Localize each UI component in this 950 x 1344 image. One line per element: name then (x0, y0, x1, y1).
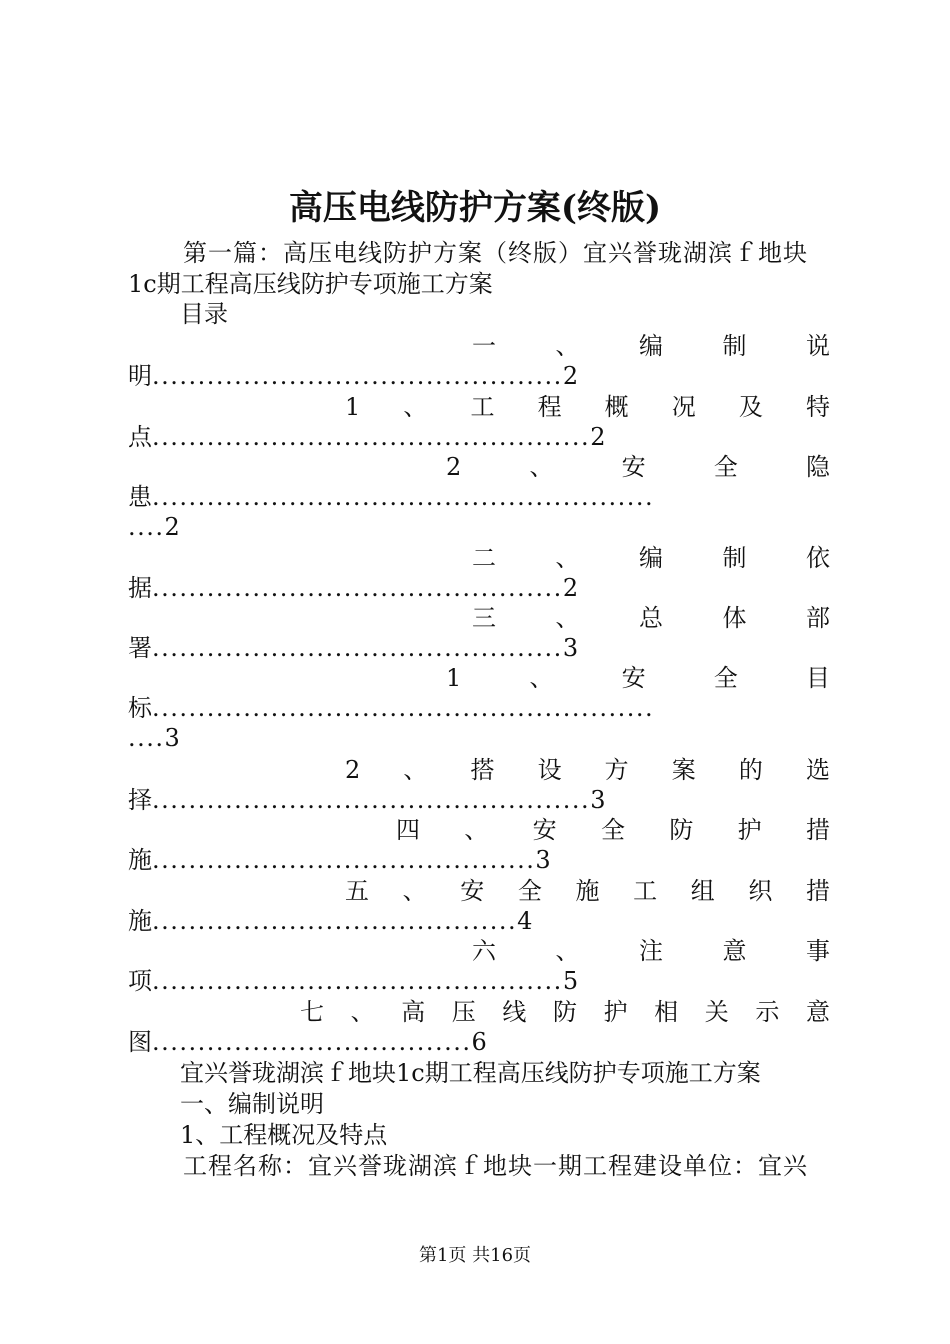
toc-dot-leader: ............................................. (152, 362, 563, 390)
toc-char: 、 (350, 998, 375, 1026)
toc-char: 六 (472, 937, 496, 965)
toc-tail-char: 署 (128, 634, 152, 662)
page-footer: 第1页 共16页 (418, 1245, 532, 1266)
toc-char: 、 (403, 756, 428, 784)
toc-dot-leader: ................................... (152, 1028, 472, 1056)
toc-char: 选 (805, 756, 830, 784)
toc-char: 体 (722, 604, 747, 632)
toc-char: 安 (621, 453, 646, 481)
toc-entry-title (472, 936, 830, 966)
toc-dot-leader: ........................................ (152, 907, 518, 935)
toc-char: 施 (575, 877, 600, 905)
toc-tail-char: 标 (128, 694, 152, 722)
toc-entry-leader (128, 482, 654, 512)
toc-char: 安 (532, 816, 557, 844)
toc-entry-leader (128, 693, 654, 723)
toc-tail-char: 患 (128, 483, 152, 511)
toc-char: 依 (806, 544, 830, 572)
toc-char: 、 (464, 816, 489, 844)
toc-page-number: 5 (562, 967, 579, 995)
toc-tail-char: 择 (128, 786, 152, 814)
toc-entry-continuation: ....3 (128, 724, 182, 752)
toc-page-number: 2 (590, 423, 606, 451)
intro-line-1: 第一篇：高压电线防护方案（终版）宜兴誉珑湖滨ｆ地块 (183, 239, 808, 267)
toc-entry-leader (128, 966, 578, 996)
toc-page-number: 4 (517, 907, 533, 935)
toc-char: 护 (603, 998, 628, 1026)
toc-page-number: 2 (562, 574, 579, 602)
toc-entry-title (345, 876, 830, 906)
toc-char: 二 (472, 544, 496, 572)
toc-char: 、 (529, 664, 554, 692)
toc-entry-leader (128, 906, 532, 936)
toc-page-number: 2 (562, 362, 579, 390)
toc-page-number: 3 (562, 634, 579, 662)
toc-char: 织 (748, 877, 773, 905)
toc-tail-char: 施 (128, 846, 152, 874)
toc-char: 说 (806, 332, 830, 360)
toc-dot-leader: ............................................. (152, 634, 563, 662)
toc-entry-leader (128, 785, 605, 815)
toc-char: 、 (555, 332, 580, 360)
toc-entry-title (345, 755, 830, 785)
toc-char: 部 (806, 604, 830, 632)
toc-char: 全 (517, 877, 542, 905)
toc-char: 特 (805, 393, 830, 421)
toc-char: 的 (738, 756, 763, 784)
toc-char: 七 (300, 998, 324, 1026)
toc-char: 防 (669, 816, 694, 844)
toc-char: 压 (451, 998, 476, 1026)
toc-char: 搭 (470, 756, 495, 784)
toc-char: 概 (604, 393, 629, 421)
toc-tail-char: 点 (128, 423, 152, 451)
toc-entry-leader (128, 633, 578, 663)
toc-entry-leader (128, 422, 605, 452)
toc-entry-title (396, 815, 830, 845)
toc-tail-char: 明 (128, 362, 152, 390)
toc-entry-leader (128, 1027, 487, 1057)
toc-char: 案 (671, 756, 696, 784)
toc-char: 意 (722, 937, 747, 965)
toc-page-number: 3 (590, 786, 606, 814)
toc-tail-char: 图 (128, 1028, 152, 1056)
toc-char: 四 (396, 816, 420, 844)
toc-char: 程 (537, 393, 562, 421)
toc-entry-leader (128, 845, 551, 875)
body-line: 一、编制说明 (180, 1090, 324, 1118)
body-line: 工程名称：宜兴誉珑湖滨ｆ地块一期工程建设单位：宜兴 (183, 1152, 808, 1180)
toc-entry-title (472, 543, 830, 573)
toc-char: 防 (552, 998, 577, 1026)
toc-char: 护 (737, 816, 762, 844)
toc-char: 安 (621, 664, 646, 692)
toc-char: 、 (529, 453, 554, 481)
toc-entry-title (472, 603, 830, 633)
toc-char: 全 (600, 816, 625, 844)
toc-char: 2 (446, 453, 462, 481)
toc-char: 1 (345, 393, 361, 421)
toc-char: 编 (639, 544, 663, 572)
toc-dot-leader: ................................................ (152, 786, 591, 814)
toc-tail-char: 施 (128, 907, 152, 935)
toc-entry-leader (128, 573, 578, 603)
toc-char: 况 (671, 393, 696, 421)
toc-dot-leader: ................................................ (152, 423, 591, 451)
toc-char: 1 (446, 664, 462, 692)
toc-heading: 目录 (180, 300, 228, 328)
toc-char: 线 (502, 998, 527, 1026)
body-line: 宜兴誉珑湖滨ｆ地块1c期工程高压线防护专项施工方案 (180, 1059, 761, 1087)
toc-dot-leader: ....................................................... (152, 694, 655, 722)
toc-char: 工 (633, 877, 658, 905)
toc-char: 隐 (805, 453, 830, 481)
toc-char: 、 (403, 393, 428, 421)
toc-char: 全 (713, 453, 738, 481)
toc-char: 设 (537, 756, 562, 784)
toc-char: 一 (472, 332, 496, 360)
toc-entry-title (446, 452, 830, 482)
body-line: 1、工程概况及特点 (180, 1121, 388, 1149)
toc-char: 措 (806, 877, 830, 905)
toc-char: 全 (713, 664, 738, 692)
toc-char: 2 (345, 756, 361, 784)
toc-char: 、 (402, 877, 427, 905)
toc-char: 制 (722, 544, 747, 572)
toc-char: 方 (604, 756, 629, 784)
toc-dot-leader: ............................................. (152, 967, 563, 995)
toc-dot-leader: ....................................................... (152, 483, 655, 511)
toc-char: 组 (690, 877, 715, 905)
toc-entry-title (446, 663, 830, 693)
intro-line-2: 1c期工程高压线防护专项施工方案 (128, 270, 493, 298)
toc-char: 相 (654, 998, 679, 1026)
toc-char: 、 (555, 604, 580, 632)
toc-char: 工 (470, 393, 495, 421)
toc-char: 总 (639, 604, 663, 632)
toc-char: 措 (805, 816, 830, 844)
toc-char: 注 (639, 937, 663, 965)
toc-char: 、 (555, 544, 580, 572)
toc-entry-title (345, 392, 830, 422)
toc-dot-leader: ............................................. (152, 574, 563, 602)
toc-char: 、 (555, 937, 580, 965)
toc-char: 制 (722, 332, 747, 360)
toc-char: 关 (704, 998, 729, 1026)
toc-entry-continuation: ....2 (128, 513, 182, 541)
document-title: 高压电线防护方案(终版) (288, 188, 662, 228)
toc-entry-leader (128, 361, 578, 391)
toc-tail-char: 项 (128, 967, 152, 995)
toc-dot-leader: .......................................... (152, 846, 536, 874)
toc-char: 编 (639, 332, 663, 360)
toc-char: 五 (345, 877, 369, 905)
toc-page-number: 3 (535, 846, 551, 874)
toc-char: 意 (805, 998, 830, 1026)
toc-char: 示 (755, 998, 780, 1026)
toc-entry-title (472, 331, 830, 361)
toc-entry-title (300, 997, 830, 1027)
toc-char: 目 (805, 664, 830, 692)
toc-char: 高 (401, 998, 426, 1026)
toc-char: 及 (738, 393, 763, 421)
toc-page-number: 6 (471, 1028, 487, 1056)
toc-char: 安 (460, 877, 485, 905)
toc-char: 事 (806, 937, 830, 965)
toc-char: 三 (472, 604, 496, 632)
toc-tail-char: 据 (128, 574, 152, 602)
